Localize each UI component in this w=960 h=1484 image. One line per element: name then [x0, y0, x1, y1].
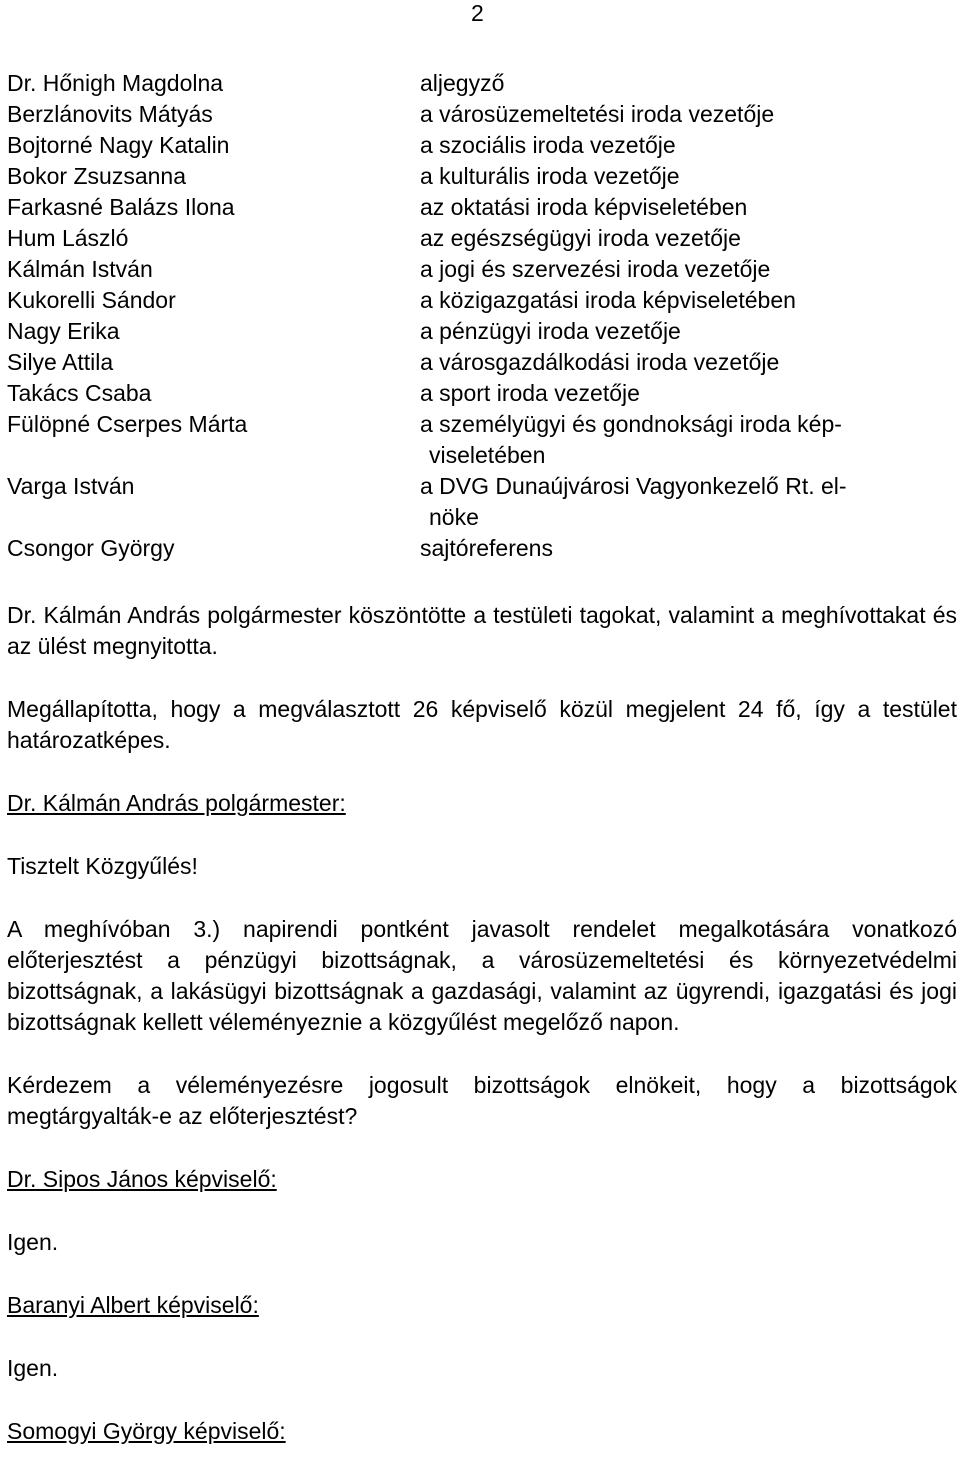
agenda-paragraph: A meghívóban 3.) napirendi pontként javasolt rendelet megalkotására vonatkozó előterjesztést a pénzügyi bizottságnak, a városüzemeltetési és környezetvédelmi bizottságnak, a lakásügyi bizottságnak a gazdasági, valamint az ügyrendi, igazgatási és jogi bizottságnak kellett véleményeznie a közgyűlést megelőző napon.	[7, 916, 957, 1035]
attendee-role: a személyügyi és gondnoksági iroda kép-	[420, 411, 842, 437]
speaker-heading	[7, 788, 957, 819]
attendee-role: aljegyző	[420, 70, 505, 96]
attendee-name: Nagy Erika	[7, 318, 120, 344]
attendee-row	[7, 99, 957, 130]
attendee-name: Silye Attila	[7, 349, 114, 375]
greeting: Tisztelt Közgyűlés!	[7, 853, 198, 879]
attendee-row	[7, 285, 957, 316]
attendee-role: a közigazgatási iroda képviseletében	[420, 287, 796, 313]
speaker-heading	[7, 1164, 957, 1195]
attendee-role: a sport iroda vezetője	[420, 380, 640, 406]
attendee-role: a kulturális iroda vezetője	[420, 163, 680, 189]
attendee-name: Kukorelli Sándor	[7, 287, 176, 313]
attendee-role: az egészségügyi iroda vezetője	[420, 225, 741, 251]
attendee-role: a pénzügyi iroda vezetője	[420, 318, 681, 344]
attendee-name: Varga István	[7, 473, 135, 499]
attendee-role: a városgazdálkodási iroda vezetője	[420, 349, 780, 375]
speaker-name: Somogyi György képviselő:	[7, 1418, 286, 1444]
attendee-row	[7, 192, 957, 223]
answer: Igen.	[7, 1229, 59, 1255]
attendee-row	[7, 378, 957, 409]
attendee-role: a városüzemeltetési iroda vezetője	[420, 101, 775, 127]
attendee-role-continuation: nöke	[429, 504, 479, 530]
attendee-row	[7, 533, 957, 564]
speaker-heading	[7, 1416, 957, 1447]
attendee-name: Berzlánovits Mátyás	[7, 101, 213, 127]
attendee-row	[7, 223, 957, 254]
minutes-body	[7, 600, 957, 1447]
attendee-row	[7, 316, 957, 347]
attendee-role: a jogi és szervezési iroda vezetője	[420, 256, 771, 282]
attendee-name: Hum László	[7, 225, 129, 251]
question-paragraph: Kérdezem a véleményezésre jogosult bizottságok elnökeit, hogy a bizottságok megtárgyalták-e az előterjesztést?	[7, 1072, 957, 1129]
attendee-row	[7, 130, 957, 161]
attendee-row	[7, 254, 957, 285]
attendee-name: Bojtorné Nagy Katalin	[7, 132, 230, 158]
attendee-name: Farkasné Balázs Ilona	[7, 194, 235, 220]
attendee-row	[7, 347, 957, 378]
attendee-name: Csongor György	[7, 535, 175, 561]
attendee-role: sajtóreferens	[420, 535, 553, 561]
attendee-name: Takács Csaba	[7, 380, 152, 406]
speaker-heading	[7, 1290, 957, 1321]
answer: Igen.	[7, 1355, 59, 1381]
attendee-name: Dr. Hőnigh Magdolna	[7, 70, 224, 96]
attendee-role-block	[420, 409, 930, 471]
opening-paragraph: Dr. Kálmán András polgármester köszöntötte a testületi tagokat, valamint a meghívottakat és az ülést megnyitotta.	[7, 602, 957, 659]
attendee-name: Kálmán István	[7, 256, 153, 282]
speaker-name: Baranyi Albert képviselő:	[7, 1292, 259, 1318]
attendee-name: Fülöpné Cserpes Márta	[7, 411, 248, 437]
attendee-role: a DVG Dunaújvárosi Vagyonkezelő Rt. el-	[420, 473, 847, 499]
attendee-role-block	[420, 471, 930, 533]
speaker-name: Dr. Kálmán András polgármester:	[7, 790, 346, 816]
attendee-row	[7, 161, 957, 192]
attendee-role: az oktatási iroda képviseletében	[420, 194, 748, 220]
quorum-paragraph: Megállapította, hogy a megválasztott 26 képviselő közül megjelent 24 fő, így a testület határozatképes.	[7, 696, 957, 753]
attendee-name: Bokor Zsuzsanna	[7, 163, 186, 189]
attendee-role-continuation: viseletében	[429, 442, 546, 468]
attendee-row	[7, 409, 957, 471]
attendee-row	[7, 471, 957, 533]
page-number: 2	[471, 0, 484, 26]
attendee-row	[7, 68, 957, 99]
attendee-role: a szociális iroda vezetője	[420, 132, 676, 158]
attendee-list	[7, 68, 957, 564]
speaker-name: Dr. Sipos János képviselő:	[7, 1166, 277, 1192]
